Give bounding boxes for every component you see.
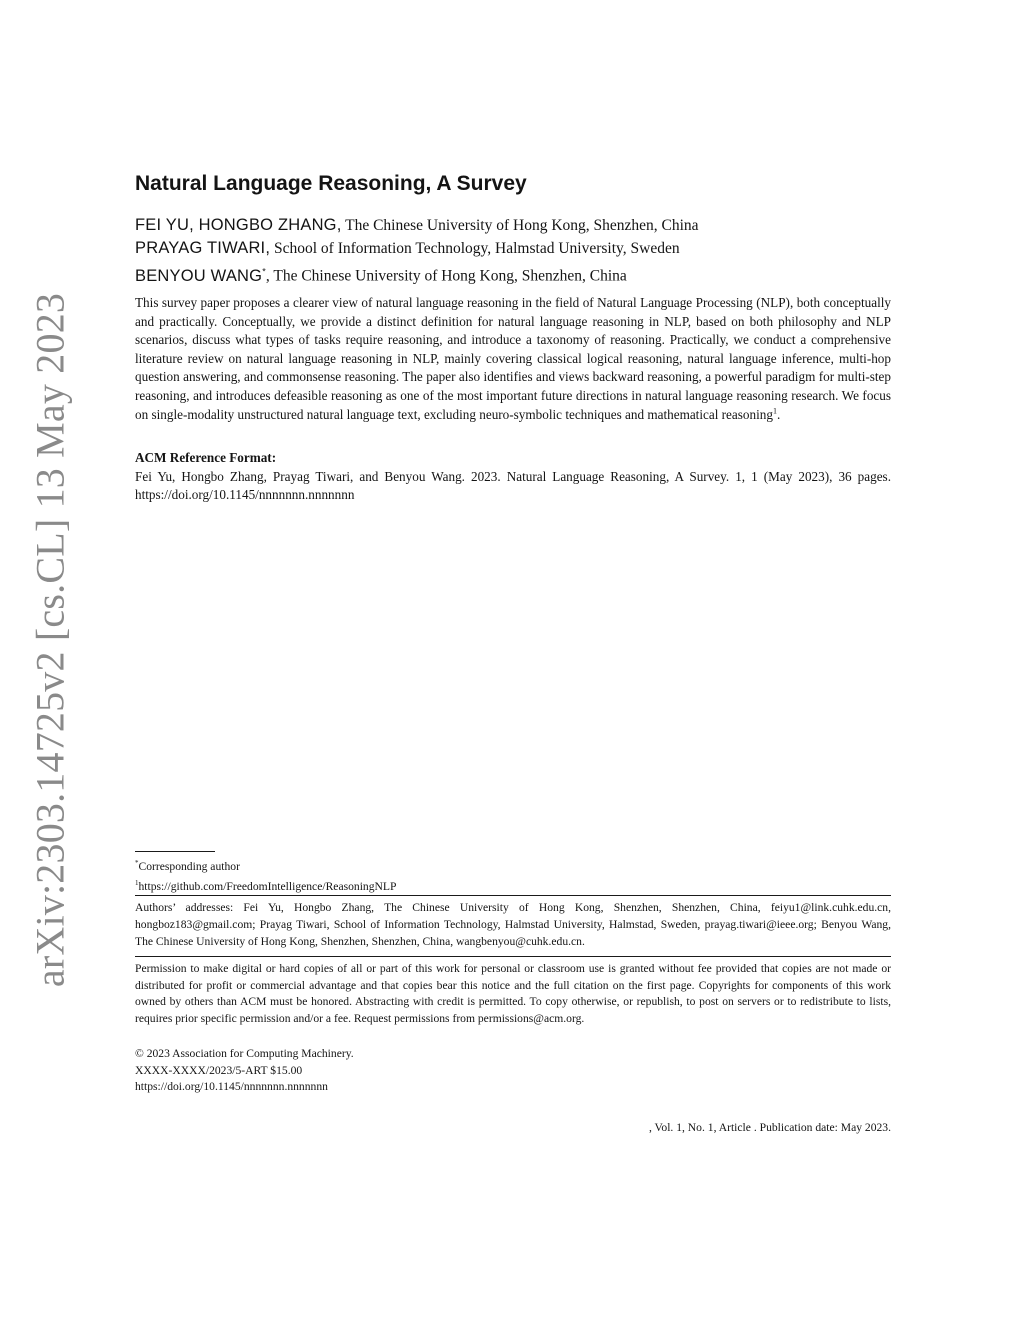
permission-notice: Permission to make digital or hard copies of all or part of this work for personal or classroom use is granted without fee provided that copies are not made or distributed for profit or commercial advantage and that copies bear this notice and the full citation on the first page. Copyrights for components of this work owned by others than ACM must be honored. Abstracting with credit is permitted. To copy otherwise, or republish, to post on servers or to redistribute to lists, requires prior specific permission and/or a fee. Request permissions from permissions@acm.org.: [135, 962, 891, 1025]
author-line: [135, 214, 891, 237]
author-names: [135, 267, 266, 285]
footnote-rule: [135, 851, 215, 852]
footnotes: [135, 855, 396, 896]
authors-addresses: Authors’ addresses: Fei Yu, Hongbo Zhang, The Chinese University of Hong Kong, Shenzhen, Shenzhen, China, feiyu1@link.cuhk.edu.cn, hongboz183@gmail.com; Prayag Tiwari, School of Information Technology, Halmstad University, Halmstad, Sweden, prayag.tiwari@ieee.org; Benyou Wang, The Chinese University of Hong Kong, Shenzhen, Shenzhen, China, wangbenyou@cuhk.edu.cn.: [135, 901, 891, 948]
footnote-text: Corresponding author: [138, 859, 240, 873]
author-affiliation: The Chinese University of Hong Kong, Shenzhen, China: [345, 217, 699, 234]
arxiv-identifier-stamp: arXiv:2303.14725v2 [cs.CL] 13 May 2023: [27, 292, 73, 988]
acm-reference-text: Fei Yu, Hongbo Zhang, Prayag Tiwari, and Benyou Wang. 2023. Natural Language Reasoning, A Survey. 1, 1 (May 2023), 36 pages. https://doi.org/10.1145/nnnnnnn.nnnnnnn: [135, 469, 891, 502]
permission-rule: [135, 956, 891, 957]
copyright-line: https://doi.org/10.1145/nnnnnnn.nnnnnnn: [135, 1080, 328, 1094]
author-names: PRAYAG TIWARI,: [135, 239, 271, 257]
copyright-line: © 2023 Association for Computing Machinery.: [135, 1047, 354, 1060]
footnote-mark: *: [135, 859, 139, 867]
author-names: FEI YU, HONGBO ZHANG,: [135, 216, 342, 234]
footnote-item: [135, 855, 396, 875]
corresponding-author-mark: *: [262, 266, 266, 276]
author-affiliation: School of Information Technology, Halmstad University, Sweden: [274, 240, 680, 257]
author-block: [135, 214, 891, 283]
footnote-text: https://github.com/FreedomIntelligence/ReasoningNLP: [138, 880, 397, 894]
abstract-text: This survey paper proposes a clearer view of natural language reasoning in the field of Natural Language Processing (NLP), both conceptually and practically. Conceptually, we provide a distinct definition for natural language reasoning in NLP, based on both philosophy and NLP scenarios, discuss what types of tasks require reasoning, and introduce a taxonomy of reasoning. Practically, we conduct a comprehensive literature review on natural language reasoning in NLP, mainly covering classical logical reasoning, natural language inference, multi-hop question answering, and commonsense reasoning. The paper also identifies and views backward reasoning, a powerful paradigm for multi-step reasoning, and introduces defeasible reasoning as one of the most important future directions in natural language reasoning research. We focus on single-modality unstructured natural language text, excluding neuro-symbolic techniques and mathematical reasoning: [135, 295, 891, 422]
author-affiliation: , The Chinese University of Hong Kong, Shenzhen, China: [265, 267, 627, 285]
author-line: [135, 237, 891, 260]
copyright-line: XXXX-XXXX/2023/5-ART $15.00: [135, 1063, 303, 1077]
abstract-end: .: [776, 406, 781, 422]
footnote-item: [135, 875, 396, 895]
footnote-mark: 1: [135, 879, 139, 888]
author-line: [135, 260, 891, 283]
abstract-footnote-mark: 1: [772, 406, 777, 416]
acm-reference-heading: ACM Reference Format:: [135, 450, 277, 465]
copyright-block: [135, 1046, 354, 1096]
abstract: [135, 294, 891, 424]
paper-title: Natural Language Reasoning, A Survey: [135, 172, 527, 195]
addresses-rule: [135, 895, 891, 896]
author-name-text: BENYOU WANG: [135, 266, 263, 285]
publication-footer: , Vol. 1, No. 1, Article . Publication date: May 2023.: [648, 1121, 891, 1134]
